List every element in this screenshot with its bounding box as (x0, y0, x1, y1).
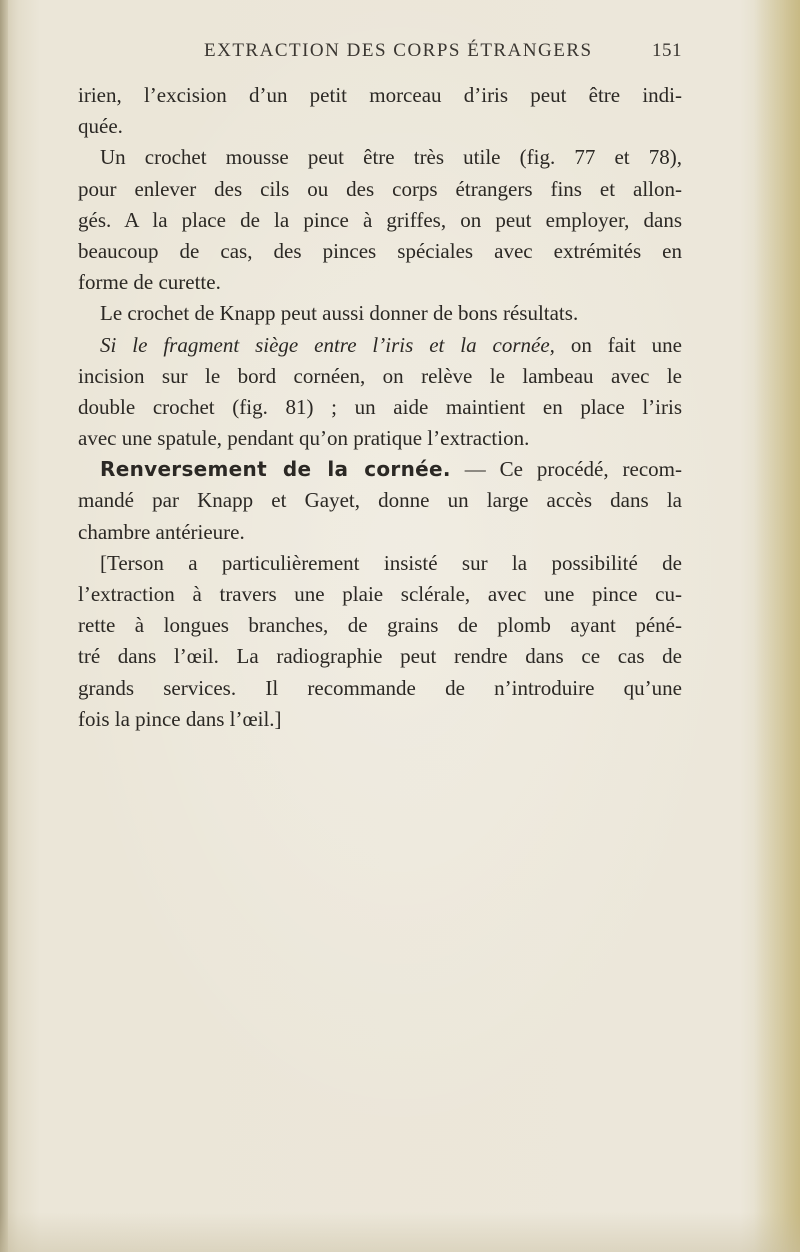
text-run: — Ce procédé, recom- (450, 457, 682, 482)
body-text (78, 80, 682, 735)
italic-run: Si le fragment siège entre l’iris et la cornée, (100, 332, 555, 357)
text-line: chambre antérieure. (78, 519, 245, 544)
section-heading: Renversement de la cornée. (100, 457, 451, 482)
page-bottom-shadow (0, 1212, 800, 1252)
text-line: grands services. Il recommande de n’introduire qu’une (78, 675, 682, 700)
text-line: pour enlever des cils ou des corps étrangers fins et allon- (78, 176, 682, 201)
text-line: [Terson a particulièrement insisté sur la possibilité de (100, 550, 682, 575)
running-head (78, 40, 682, 68)
text-line: l’extraction à travers une plaie sclérale, avec une pince cu- (78, 582, 682, 606)
text-line: rette à longues branches, de grains de plomb ayant péné- (78, 613, 682, 638)
running-head-title: EXTRACTION DES CORPS ÉTRANGERS (204, 40, 593, 61)
text-line: irien, l’excision d’un petit morceau d’iris peut être indi- (78, 83, 682, 107)
text-line: incision sur le bord cornéen, on relève le lambeau avec le (78, 363, 682, 388)
text-line: forme de curette. (78, 270, 221, 295)
text-line (78, 330, 682, 361)
page-number: 151 (652, 40, 682, 61)
text-line (78, 454, 682, 485)
text-line: mandé par Knapp et Gayet, donne un large accès dans la (78, 488, 682, 513)
text-line: fois la pince dans l’œil.] (78, 706, 282, 731)
text-line: quée. (78, 114, 123, 139)
text-line: gés. A la place de la pince à griffes, on peut employer, dans (78, 207, 682, 232)
text-line: tré dans l’œil. La radiographie peut rendre dans ce cas de (78, 644, 682, 669)
text-line: beaucoup de cas, des pinces spéciales avec extrémités en (78, 238, 682, 263)
text-line: Le crochet de Knapp peut aussi donner de bons résultats. (100, 301, 579, 326)
page-left-edge (0, 0, 8, 1252)
text-run: on fait une (554, 332, 682, 357)
text-line: double crochet (fig. 81) ; un aide maintient en place l’iris (78, 394, 682, 419)
text-line: avec une spatule, pendant qu’on pratique l’extraction. (78, 426, 530, 451)
page-right-edge-stain (754, 0, 800, 1252)
text-line: Un crochet mousse peut être très utile (fig. 77 et 78), (100, 145, 682, 170)
